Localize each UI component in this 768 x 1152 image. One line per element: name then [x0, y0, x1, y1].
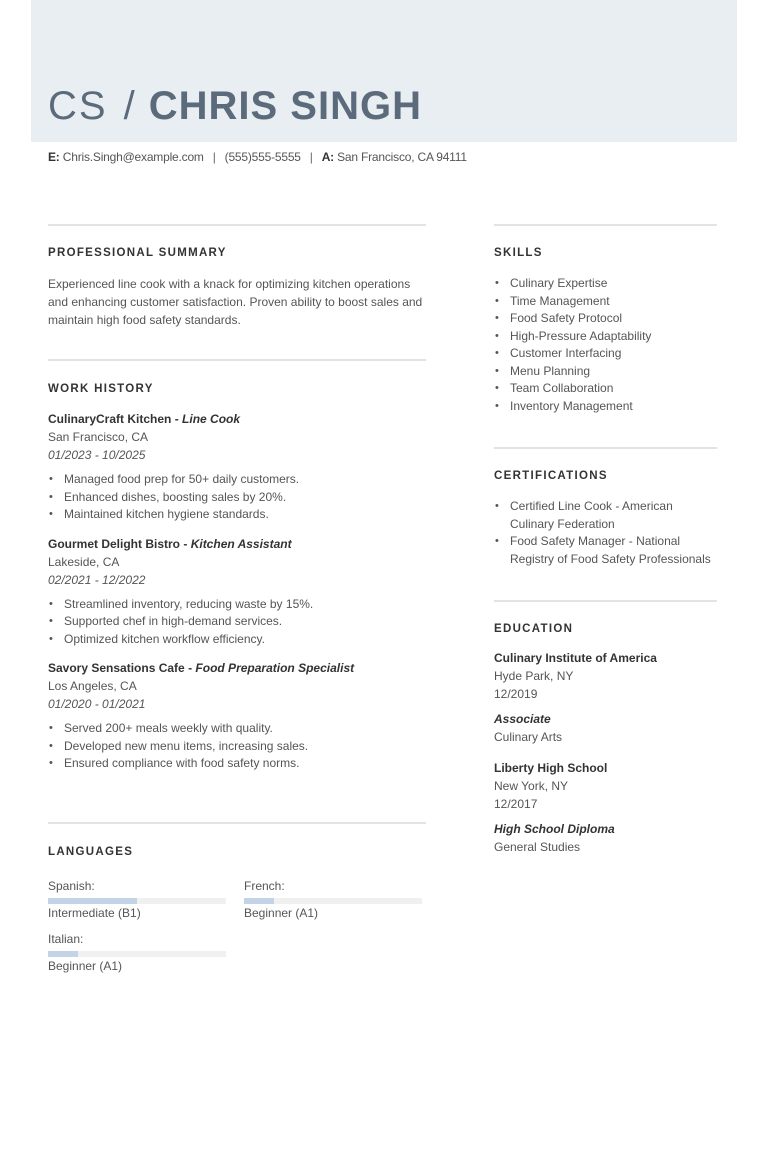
- section-divider: [48, 224, 426, 226]
- language-level: Intermediate (B1): [48, 906, 141, 920]
- language-name: Spanish:: [48, 879, 95, 893]
- education-field: Culinary Arts: [494, 730, 563, 744]
- language-list: [48, 879, 426, 989]
- education-degree: High School Diploma: [494, 822, 615, 836]
- certification-item: • Certified Line Cook - American Culinary Federation: [510, 498, 717, 533]
- language-proficiency-bar: [48, 951, 226, 957]
- job-dates: 02/2021 - 12/2022: [48, 572, 146, 587]
- phone-value[interactable]: (555)555-5555: [224, 150, 301, 164]
- education-school: Culinary Institute of America: [494, 651, 657, 665]
- job-company: Savory Sensations Cafe: [48, 661, 185, 675]
- language-item: [244, 879, 422, 921]
- skill-item: • Team Collaboration: [510, 380, 717, 398]
- job-entry: [48, 410, 426, 524]
- job-entry: [48, 535, 426, 649]
- language-item: [48, 879, 226, 921]
- education-field: General Studies: [494, 840, 581, 854]
- education-list: [494, 649, 717, 856]
- skill-item: • Inventory Management: [510, 398, 717, 416]
- address-label: A:: [321, 150, 334, 164]
- job-bullet: • Developed new menu items, increasing sales.: [64, 738, 426, 756]
- job-dates: 01/2020 - 01/2021: [48, 697, 146, 711]
- language-proficiency-fill: [48, 951, 78, 957]
- summary-heading: PROFESSIONAL SUMMARY: [48, 247, 227, 259]
- job-bullet: • Ensured compliance with food safety norms.: [64, 755, 426, 773]
- skills-list: [494, 275, 717, 415]
- full-name: CHRIS SINGH: [148, 84, 422, 128]
- education-location: New York, NY: [494, 779, 569, 793]
- title-slash: /: [123, 84, 135, 128]
- job-title: [48, 535, 426, 553]
- education-date: 12/2017: [494, 797, 538, 811]
- job-bullets: [48, 720, 426, 773]
- section-divider: [494, 447, 717, 449]
- job-dates: 01/2023 - 10/2025: [48, 448, 146, 462]
- job-location: San Francisco, CA: [48, 430, 149, 444]
- contact-separator: |: [309, 150, 313, 164]
- language-proficiency-bar: [244, 898, 422, 904]
- job-title-dash: -: [180, 536, 191, 551]
- work-history-section: [48, 359, 426, 773]
- email-label: E:: [48, 150, 60, 164]
- job-bullet: • Supported chef in high-demand services.: [64, 613, 426, 631]
- job-role: Food Preparation Specialist: [195, 661, 355, 675]
- job-bullet: • Maintained kitchen hygiene standards.: [64, 506, 426, 524]
- job-bullet: • Managed food prep for 50+ daily customers.: [64, 471, 426, 489]
- job-company: CulinaryCraft Kitchen: [48, 412, 172, 426]
- job-role: Kitchen Assistant: [190, 536, 292, 551]
- job-bullet: • Streamlined inventory, reducing waste by 15%.: [64, 596, 426, 614]
- language-level: Beginner (A1): [48, 959, 123, 973]
- certifications-list: [494, 498, 717, 568]
- job-location: Lakeside, CA: [48, 554, 120, 569]
- contact-line: [48, 150, 467, 164]
- education-school: Liberty High School: [494, 761, 608, 775]
- skills-section: [494, 224, 717, 415]
- job-role: Line Cook: [182, 412, 241, 426]
- language-name: Italian:: [48, 932, 84, 946]
- work-history-heading: WORK HISTORY: [48, 383, 154, 395]
- summary-section: [48, 224, 426, 329]
- education-entry: [494, 759, 717, 856]
- address-value: San Francisco, CA 94111: [337, 150, 467, 164]
- job-title: [48, 659, 426, 677]
- job-title: [48, 410, 426, 428]
- job-bullet: • Enhanced dishes, boosting sales by 20%.: [64, 489, 426, 507]
- education-section: [494, 600, 717, 856]
- skill-item: • Time Management: [510, 293, 717, 311]
- language-level: Beginner (A1): [244, 906, 319, 920]
- certifications-heading: CERTIFICATIONS: [494, 470, 608, 482]
- languages-section: [48, 822, 426, 989]
- section-divider: [48, 359, 426, 361]
- job-entry: [48, 659, 426, 773]
- education-degree: Associate: [494, 712, 551, 726]
- job-bullets: [48, 471, 426, 524]
- language-name: French:: [244, 879, 285, 893]
- job-company: Gourmet Delight Bistro: [48, 536, 181, 551]
- language-proficiency-bar: [48, 898, 226, 904]
- job-bullet: • Served 200+ meals weekly with quality.: [64, 720, 426, 738]
- job-location: Los Angeles, CA: [48, 679, 137, 693]
- language-proficiency-fill: [48, 898, 137, 904]
- certification-item: • Food Safety Manager - National Registry of Food Safety Professionals: [510, 533, 717, 568]
- languages-heading: LANGUAGES: [48, 846, 134, 858]
- job-title-dash: -: [184, 661, 196, 675]
- skill-item: • Food Safety Protocol: [510, 310, 717, 328]
- language-proficiency-fill: [244, 898, 274, 904]
- education-heading: EDUCATION: [494, 623, 574, 635]
- summary-text: Experienced line cook with a knack for optimizing kitchen operations and enhancing customer satisfaction. Proven ability to boost sales and maintain high food safety standards.: [48, 277, 423, 327]
- contact-separator: |: [212, 150, 216, 164]
- education-date: 12/2019: [494, 687, 538, 701]
- section-divider: [494, 600, 717, 602]
- job-title-dash: -: [171, 412, 183, 426]
- section-divider: [494, 224, 717, 226]
- skill-item: • Menu Planning: [510, 363, 717, 381]
- certifications-section: [494, 447, 717, 568]
- skill-item: • High-Pressure Adaptability: [510, 328, 717, 346]
- job-bullets: [48, 596, 426, 649]
- language-item: [48, 932, 226, 974]
- page-title: [48, 82, 422, 130]
- skill-item: • Customer Interfacing: [510, 345, 717, 363]
- section-divider: [48, 822, 426, 824]
- email-value[interactable]: Chris.Singh@example.com: [62, 150, 204, 164]
- skill-item: • Culinary Expertise: [510, 275, 717, 293]
- job-bullet: • Optimized kitchen workflow efficiency.: [64, 631, 426, 649]
- job-list: [48, 410, 426, 773]
- skills-heading: SKILLS: [494, 247, 543, 259]
- education-location: Hyde Park, NY: [494, 669, 574, 683]
- name-initials: CS: [48, 84, 108, 128]
- education-entry: [494, 649, 717, 746]
